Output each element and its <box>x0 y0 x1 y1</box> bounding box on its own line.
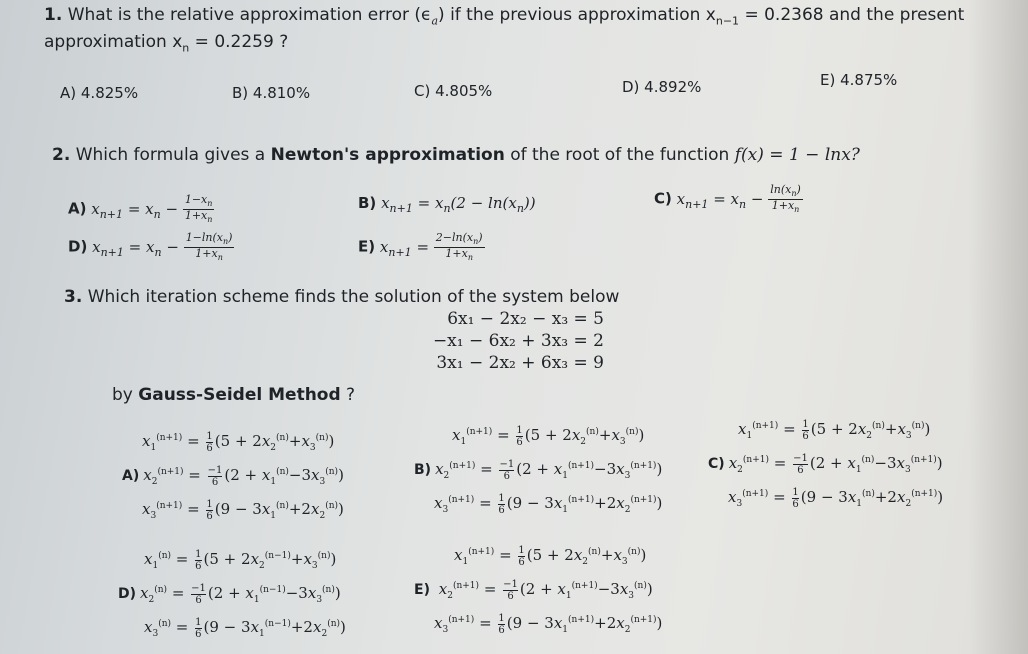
q1-option-c[interactable]: C) 4.805% <box>414 82 493 100</box>
question-3-text: 3. Which iteration scheme finds the solution of the system below <box>64 287 620 307</box>
q2-option-b[interactable]: B) $x_{n+1} = x_n(2 - \ln(x_n))$ <box>358 194 536 215</box>
q3-option-e[interactable]: $x_1^{(n+1)}$ = $\frac{1}{6}$ $(5 + 2x_2^{(n)}+x_3^{(n)})$ E) $x_2^{(n+1)}$ = $\frac{-1}{6}$ $(2 + x_1^{(n+1)}-3x_3^{(n)})$ $x_3^{(n+1)}$ = $\frac{1}{6}$ $(9 - 3x_1^{(n+1)}+2x_2^{(n+1)})$ <box>414 544 663 636</box>
question-1-text-line2: approximation $x_n = 0.2259$ ? <box>44 32 289 55</box>
q2-option-c[interactable]: C) $x_{n+1} = x_n$ − $\frac{\ln(x_n)}{1+x_n}$ <box>654 183 801 214</box>
q1-option-d[interactable]: D) 4.892% <box>622 78 702 96</box>
equation-2: −x₁ − 6x₂ + 3x₃ = 2 <box>432 331 604 351</box>
q3-option-a[interactable]: $x_1^{(n+1)}$ = $\frac{1}{6}$ $(5 + 2x_2^{(n)}+x_3^{(n)})$ A) $x_2^{(n+1)}$ = $\frac{-1}{6}$ $(2 + x_1^{(n)}-3x_3^{(n)})$ $x_3^{(n+1)}$ = $\frac{1}{6}$ $(9 - 3x_1^{(n)}+2x_2^{(n)})$ <box>122 430 344 522</box>
q2-option-a[interactable]: A) $x_{n+1} = x_n$ − $\frac{1-x_n}{1+x_n}$ <box>68 193 213 224</box>
equation-3: 3x₁ − 2x₂ + 6x₃ = 9 <box>436 353 604 373</box>
q3-option-d[interactable]: $x_1^{(n)}$ = $\frac{1}{6}$ $(5 + 2x_2^{(n-1)}+x_3^{(n)})$ D) $x_2^{(n)}$ = $\frac{-1}{6}$ $(2 + x_1^{(n-1)}-3x_3^{(n)})$ $x_3^{(n)}$ = $\frac{1}{6}$ $(9 - 3x_1^{(n-1)}+2x_2^{(n)})$ <box>118 548 346 640</box>
q3-option-c[interactable]: $x_1^{(n+1)}$ = $\frac{1}{6}$ $(5 + 2x_2^{(n)}+x_3^{(n)})$ C) $x_2^{(n+1)}$ = $\frac{-1}{6}$ $(2 + x_1^{(n)}-3x_3^{(n+1)})$ $x_3^{(n+1)}$ = $\frac{1}{6}$ $(9 - 3x_1^{(n)}+2x_2^{(n+1)})$ <box>708 418 944 510</box>
q3-option-b[interactable]: $x_1^{(n+1)}$ = $\frac{1}{6}$ $(5 + 2x_2^{(n)}+x_3^{(n)})$ B) $x_2^{(n+1)}$ = $\frac{-1}{6}$ $(2 + x_1^{(n+1)}-3x_3^{(n+1)})$ $x_3^{(n+1)}$ = $\frac{1}{6}$ $(9 - 3x_1^{(n+1)}+2x_2^{(n+1)})$ <box>414 424 663 516</box>
q2-option-e[interactable]: E) $x_{n+1}$ = $\frac{2-\ln(x_n)}{1+x_n}$ <box>358 231 483 262</box>
q1-option-a[interactable]: A) 4.825% <box>60 84 139 102</box>
q1-option-e[interactable]: E) 4.875% <box>820 71 898 89</box>
page-shadow <box>968 0 1028 654</box>
question-2-text: 2. Which formula gives a Newton's approximation of the root of the function f(x) = 1 − lnx? <box>52 145 860 165</box>
q1-option-b[interactable]: B) 4.810% <box>232 84 311 102</box>
method-prompt: by Gauss-Seidel Method ? <box>112 385 356 405</box>
equation-system <box>430 308 604 374</box>
q2-option-d[interactable]: D) $x_{n+1} = x_n$ − $\frac{1-\ln(x_n)}{1+x_n}$ <box>68 231 233 262</box>
equation-1: 6x₁ − 2x₂ − x₃ = 5 <box>447 309 604 329</box>
question-1-text: 1. What is the relative approximation error $(\epsilon_a)$ if the previous approximation $x_{n-1} = 0.2368$ and the present <box>44 5 965 28</box>
